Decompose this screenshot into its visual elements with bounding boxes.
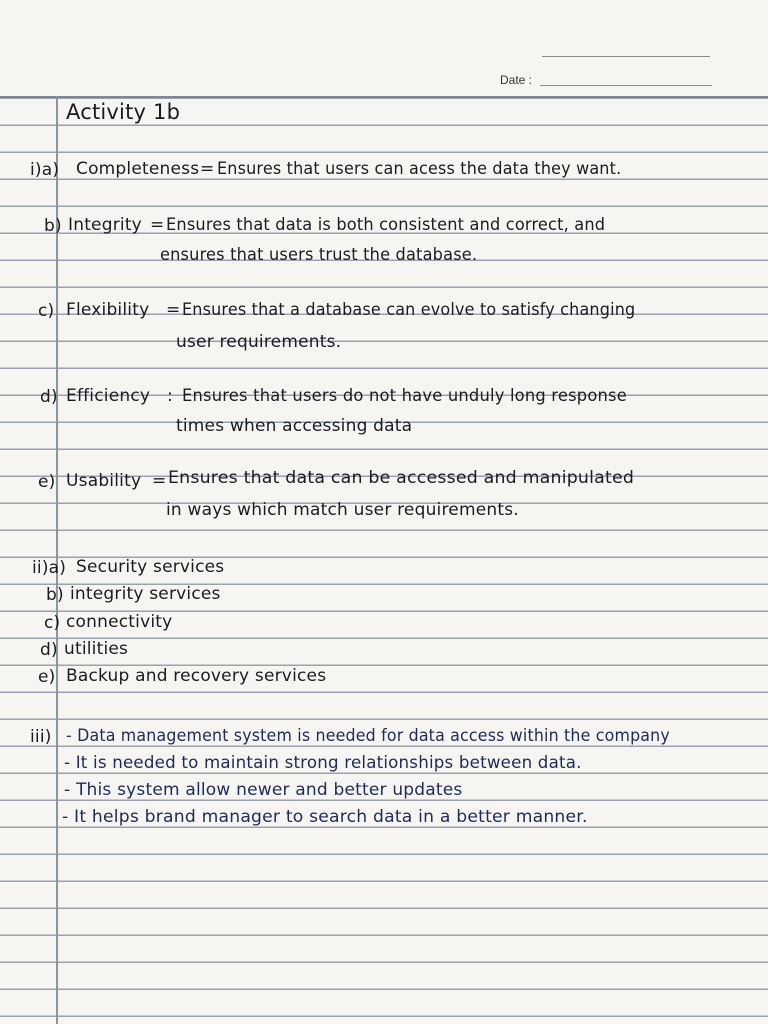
item-definition-line: Ensures that users can acess the data they want. (217, 159, 622, 179)
item-definition-line: Ensures that users do not have unduly long response (182, 386, 627, 406)
item-definition-line: Ensures that data is both consistent and correct, and (166, 215, 606, 235)
item-definition-line: ensures that users trust the database. (160, 245, 478, 265)
list-label: e) (38, 667, 56, 687)
item-label: c) (38, 301, 55, 321)
list-item: Backup and recovery services (66, 666, 327, 686)
bullet-item: - Data management system is needed for data access within the company (66, 726, 670, 746)
item-term: Completeness (76, 159, 200, 179)
page-title: Activity 1b (66, 100, 181, 124)
bullet-item: - This system allow newer and better updates (64, 780, 463, 800)
top-rule (0, 96, 768, 98)
bullet-item: - It helps brand manager to search data in a better manner. (62, 807, 588, 827)
item-term: Integrity (68, 215, 142, 235)
item-label: e) (38, 472, 56, 492)
item-definition-line: Ensures that a database can evolve to satisfy changing (182, 300, 636, 320)
bullet-item: - It is needed to maintain strong relationships between data. (64, 753, 582, 773)
item-definition-line: Ensures that data can be accessed and manipulated (168, 468, 635, 488)
item-term: Usability (66, 471, 142, 491)
item-term: Efficiency (66, 386, 151, 406)
item-separator: = (200, 159, 215, 179)
item-label: i)a) (30, 160, 60, 180)
list-item: utilities (64, 639, 129, 659)
item-definition-line: in ways which match user requirements. (166, 500, 519, 520)
date-label: Date : (500, 73, 533, 87)
list-label: ii)a) (32, 558, 67, 578)
item-separator: = (166, 300, 181, 320)
item-label: b) (44, 216, 62, 236)
item-separator: = (150, 215, 165, 235)
item-label: d) (40, 387, 58, 407)
list-label: c) (44, 613, 61, 633)
list-item: connectivity (66, 612, 173, 632)
list-item: integrity services (70, 584, 221, 604)
list-item: Security services (76, 557, 225, 577)
section-label: iii) (30, 727, 52, 747)
date-field-line (540, 85, 712, 86)
page-header-area (0, 0, 768, 96)
item-definition-line: times when accessing data (176, 416, 413, 436)
item-term: Flexibility (66, 300, 150, 320)
header-rule (542, 56, 710, 57)
item-separator: = (152, 471, 167, 491)
item-definition-line: user requirements. (176, 332, 342, 352)
item-separator: : (167, 386, 173, 406)
list-label: b) (46, 585, 64, 605)
list-label: d) (40, 640, 58, 660)
